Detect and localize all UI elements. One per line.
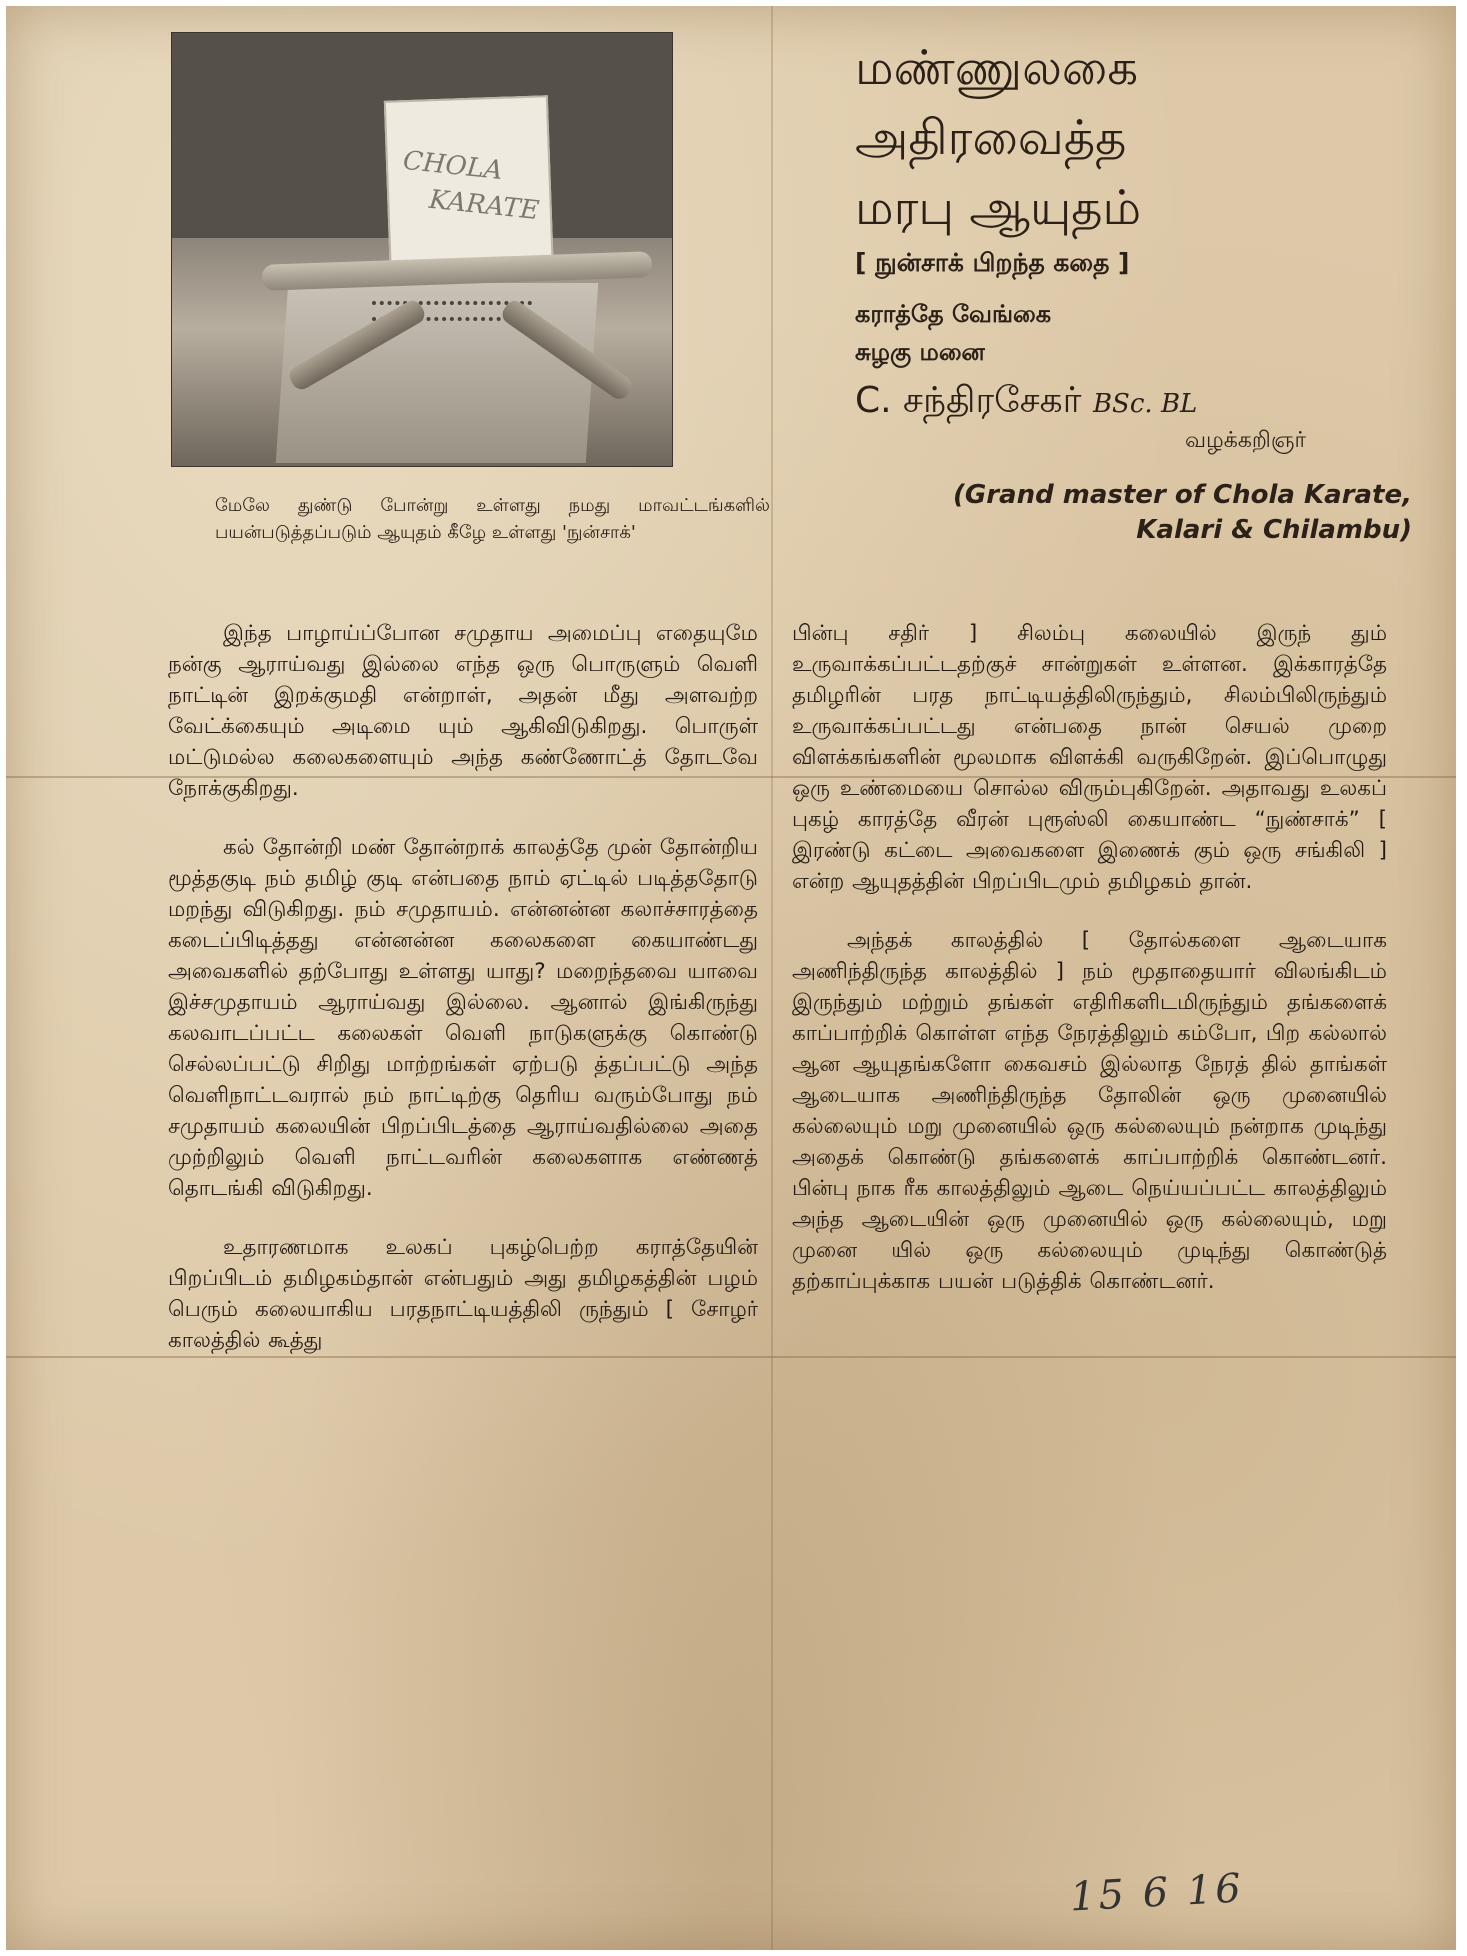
- byline-line-2: சுழகு மனை: [855, 338, 985, 366]
- article-paragraph: கல் தோன்றி மண் தோன்றாக் காலத்தே முன் தோன்றிய மூத்தகுடி நம் தமிழ் குடி என்பதை நாம் ஏட்டில் படித்ததோடு மறந்து விடுகிறது. நம் சமுதாயம். என்னன்ன கலாச்சாரத்தை கடைப்பிடித்தது என்னன்ன கலைகளை கையாண்டது அவைகளில் தற்போது உள்ளது யாது? மறைந்தவை யாவை இச்சமுதாயம் ஆராய்வது இல்லை. ஆனால் இங்கிருந்து கலவாடப்பட்ட கலைகள் வெளி நாடுகளுக்கு கொண்டு செல்லப்பட்டு சிறிது மாற்றங்கள் ஏற்படு த்தப்பட்டு அந்த வெளிநாட்டவரால் நம் நாட்டிற்கு தெரிய வரும்போது நம் சமுதாயம் கலையின் பிறப்பிடத்தை ஆராய்வதில்லை அதை முற்றிலும் வெளி நாட்டவரின் கலைகளாக எண்ணத் தொடங்கி விடுகிறது.: [168, 835, 758, 1201]
- article-paragraph: இந்த பாழாய்ப்போன சமுதாய அமைப்பு எதையுமே நன்கு ஆராய்வது இல்லை எந்த ஒரு பொருளும் வெளி நாட்டின் இறக்குமதி என்றாள், அதன் மீது அளவற்ற வேட்க்கையும் அடிமை யும் ஆகிவிடுகிறது. பொருள் மட்டுமல்ல கலைகளையும் அந்த கண்ணோட்த் தோடவே நோக்குகிறது.: [168, 621, 758, 801]
- article-paragraph: பின்பு சதிர் ] சிலம்பு கலையில் இருந் தும் உருவாக்கப்பட்டதற்குச் சான்றுகள் உள்ளன. இக்காரத்தே தமிழரின் பரத நாட்டியத்திலிருந்தும், சிலம்பிலிருந்தும் உருவாக்கப்பட்டது என்பதை நான் செயல் முறை விளக்கங்களின் மூலமாக விளக்கி வருகிறேன். இப்பொழுது ஒரு உண்மையை சொல்ல விரும்புகிறேன். அதாவது உலகப் புகழ் காரத்தே வீரன் புரூஸ்லி கையாண்ட “நுண்சாக்” [ இரண்டு கட்டை அவைகளை இணைக் கும் ஒரு சங்கிலி ] என்ற ஆயுதத்தின் பிறப்பிடமும் தமிழகம் தான்.: [792, 621, 1387, 894]
- sign-text: [397, 143, 544, 229]
- article-right-column: [792, 618, 1387, 1325]
- subheadline: [ நுன்சாக் பிறந்த கதை ]: [855, 248, 1130, 277]
- sign-line-2: KARATE: [427, 184, 541, 227]
- grandmaster-title: [953, 478, 1412, 548]
- author-name-line: [855, 380, 1197, 426]
- headline-line-3: மரபு ஆயுதம்: [855, 180, 1142, 236]
- author-name: C. சந்திரசேகர்: [855, 380, 1082, 421]
- fold-crease: [771, 6, 773, 1950]
- sign-line-1: CHOLA: [401, 145, 505, 187]
- author-degree: BSc. BL: [1092, 389, 1198, 419]
- photo-caption: மேலே துண்டு போன்று உள்ளது நமது மாவட்டங்களில் பயன்படுத்தப்படும் ஆயுதம் கீழே உள்ளது 'நுன்சாக்': [215, 495, 770, 543]
- nunchaku-photo: [171, 32, 673, 467]
- headline-line-2: அதிரவைத்த: [855, 110, 1127, 166]
- article-paragraph: அந்தக் காலத்தில் [ தோல்களை ஆடையாக அணிந்திருந்த காலத்தில் ] நம் மூதாதையார் விலங்கிடம் இருந்தும் மற்றும் தங்கள் எதிரிகளிடமிருந்தும் தங்களைக் காப்பாற்றிக் கொள்ள எந்த நேரத்திலும் கம்போ, பிற கல்லால் ஆன ஆயுதங்களோ கைவசம் இல்லாத நேரத் தில் தாங்கள் ஆடையாக அணிந்திருந்த தோலின் ஒரு முனையில் கல்லையும் மறு முனையில் ஒரு கல்லையும் நன்றாக முடிந்து அதைக் கொண்டு தங்களைக் காப்பாற்றிக் கொண்டனர். பின்பு நாக ரீக காலத்திலும் ஆடை நெய்யப்பட்ட காலத்திலும் அந்த ஆடையின் ஒரு முனையில் ஒரு கல்லையும், மறு முனை யில் ஒரு கல்லையும் முடிந்து கொண்டுத் தற்காப்புக்காக பயன் படுத்திக் கொண்டனர்.: [792, 928, 1387, 1294]
- byline-line-1: கராத்தே வேங்கை: [855, 300, 1052, 328]
- grandmaster-title-line-1: (Grand master of Chola Karate,: [953, 480, 1412, 510]
- article-left-column: [168, 618, 758, 1384]
- article-paragraph: உதாரணமாக உலகப் புகழ்பெற்ற கராத்தேயின் பிறப்பிடம் தமிழகம்தான் என்பதும் அது தமிழகத்தின் பழம் பெரும் கலையாகிய பரதநாட்டியத்திலி ருந்தும் [ சோழர் காலத்தில் கூத்து: [168, 1235, 758, 1353]
- grandmaster-title-line-2: Kalari & Chilambu): [1136, 515, 1412, 545]
- author-role: வழக்கறிஞர்: [1185, 428, 1306, 453]
- handwritten-date: 15 6 16: [1068, 1865, 1245, 1921]
- headline-line-1: மண்ணுலகை: [855, 40, 1139, 96]
